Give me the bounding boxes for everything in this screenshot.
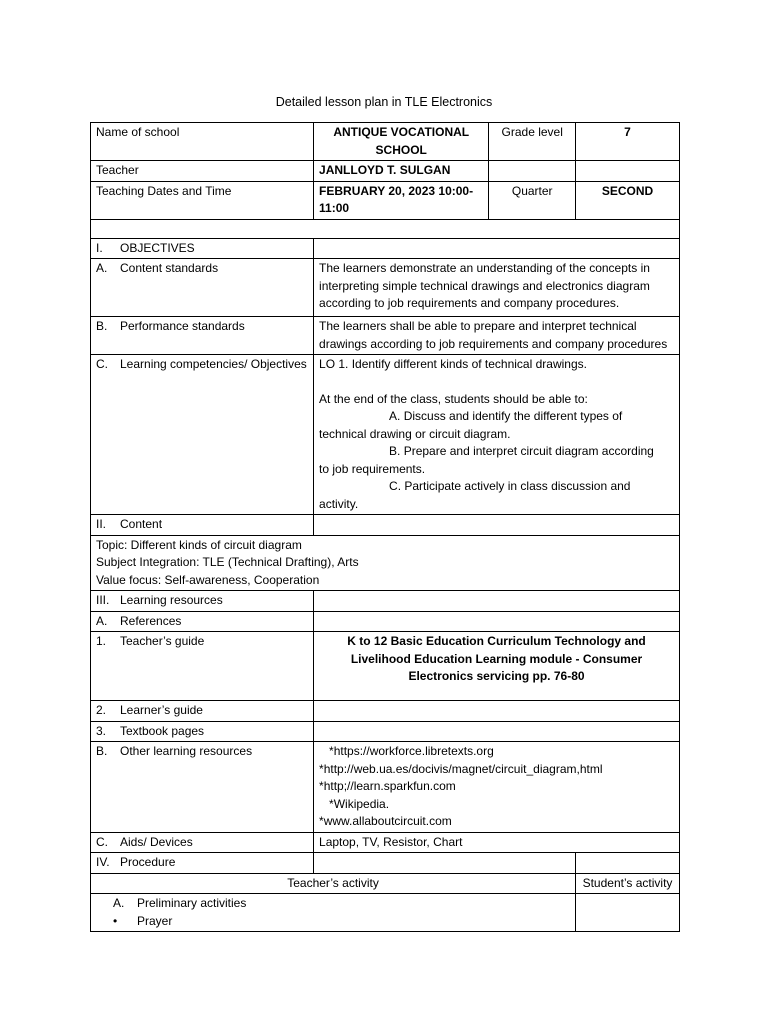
quarter-value: SECOND (576, 181, 680, 219)
resource-link: *https://workforce.libretexts.org (329, 744, 494, 758)
objective-c-line2: activity. (319, 496, 359, 511)
lesson-plan-table (90, 122, 680, 932)
grade-label: Grade level (489, 123, 576, 161)
learning-resources-heading: III. Learning resources (91, 591, 314, 612)
objective-b-line1: B. Prepare and interpret circuit diagram according (389, 444, 654, 458)
objective-b-line2: to job requirements. (319, 461, 426, 476)
objective-a-line1: A. Discuss and identify the different types of (389, 409, 623, 423)
resource-link: *http;//learn.sparkfun.com (319, 779, 456, 793)
row-learners-guide (91, 701, 680, 722)
other-resources-label: B. Other learning resources (91, 742, 314, 833)
performance-standards-text: The learners shall be able to prepare and interpret technical drawings according to job requirements and company procedures (314, 317, 680, 355)
row-aids (91, 832, 680, 853)
school-value: ANTIQUE VOCATIONAL SCHOOL (314, 123, 489, 161)
resource-link: *www.allaboutcircuit.com (319, 814, 452, 828)
prayer-item: • Prayer (96, 913, 570, 931)
row-content-standards (91, 259, 680, 317)
row-textbook-pages (91, 721, 680, 742)
teacher-activity-header: Teacher’s activity (91, 873, 576, 894)
procedure-heading: IV. Procedure (91, 853, 314, 874)
row-procedure (91, 853, 680, 874)
row-learning-resources (91, 591, 680, 612)
objectives-heading: I. OBJECTIVES (91, 238, 314, 259)
quarter-label: Quarter (489, 181, 576, 219)
row-references (91, 611, 680, 632)
learners-guide-label: 2. Learner’s guide (91, 701, 314, 722)
row-spacer (91, 219, 680, 238)
topic-cell (91, 535, 680, 591)
competencies-text (314, 355, 680, 515)
row-other-resources (91, 742, 680, 833)
row-dates (91, 181, 680, 219)
row-topic (91, 535, 680, 591)
content-standards-text: The learners demonstrate an understanding of the concepts in interpreting simple technical drawings and electronics diagram according to job requirements and company procedures. (314, 259, 680, 317)
row-competencies (91, 355, 680, 515)
performance-standards-label: B. Performance standards (91, 317, 314, 355)
resource-link: *http://web.ua.es/docivis/magnet/circuit_diagram,html (319, 761, 603, 776)
bullet-icon: • (113, 913, 118, 928)
row-teachers-guide (91, 632, 680, 701)
topic-text: Topic: Different kinds of circuit diagram (96, 537, 302, 552)
objective-a-line2: technical drawing or circuit diagram. (319, 426, 511, 441)
row-activity-headers (91, 873, 680, 894)
dates-value: FEBRUARY 20, 2023 10:00-11:00 (314, 181, 489, 219)
document-title: Detailed lesson plan in TLE Electronics (275, 95, 493, 109)
student-activity-header: Student’s activity (576, 873, 680, 894)
teachers-guide-label: 1. Teacher’s guide (91, 632, 314, 701)
learning-outcome: LO 1. Identify different kinds of technical drawings. (319, 357, 587, 371)
resource-link: *Wikipedia. (329, 796, 390, 811)
aids-label: C. Aids/ Devices (91, 832, 314, 853)
dates-label: Teaching Dates and Time (91, 181, 314, 219)
teachers-guide-value: K to 12 Basic Education Curriculum Technology and Livelihood Education Learning module - Consumer Electronics servicing pp. 76-80 (314, 632, 680, 701)
row-teacher (91, 161, 680, 182)
school-label: Name of school (91, 123, 314, 161)
row-objectives (91, 238, 680, 259)
content-heading: II. Content (91, 515, 314, 536)
other-resources-list (314, 742, 680, 833)
row-content (91, 515, 680, 536)
value-focus-text: Value focus: Self-awareness, Cooperation (96, 572, 320, 587)
references-label: A. References (91, 611, 314, 632)
grade-value: 7 (576, 123, 680, 161)
teacher-label: Teacher (91, 161, 314, 182)
objectives-intro: At the end of the class, students should be able to: (319, 391, 588, 406)
content-standards-label: A. Content standards (91, 259, 314, 317)
subject-integration-text: Subject Integration: TLE (Technical Drafting), Arts (96, 555, 359, 569)
row-preliminary (91, 894, 680, 932)
row-school (91, 123, 680, 161)
competencies-label: C. Learning competencies/ Objectives (91, 355, 314, 515)
aids-value: Laptop, TV, Resistor, Chart (314, 832, 680, 853)
row-performance-standards (91, 317, 680, 355)
textbook-pages-label: 3. Textbook pages (91, 721, 314, 742)
objective-c-line1: C. Participate actively in class discussion and (389, 479, 631, 493)
preliminary-activities-cell: A. Preliminary activities • Prayer (91, 894, 576, 932)
teacher-value: JANLLOYD T. SULGAN (314, 161, 489, 182)
